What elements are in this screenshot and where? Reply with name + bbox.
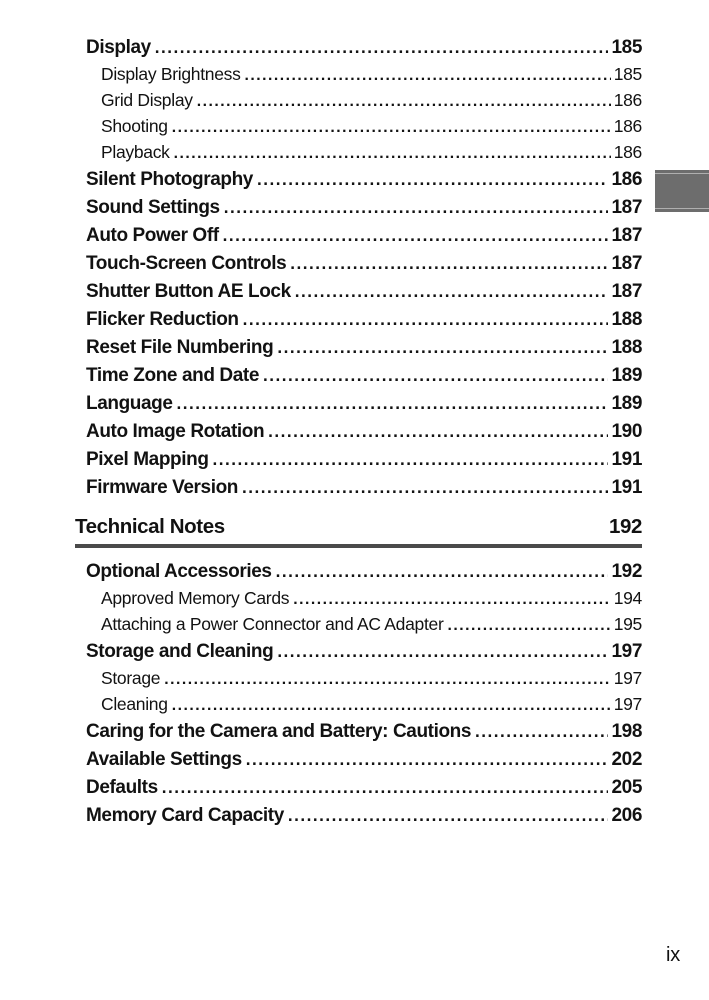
toc-leader-dots	[295, 278, 609, 306]
toc-entry[interactable]	[86, 390, 642, 418]
toc-leader-dots	[243, 306, 609, 334]
toc-entry-label: Storage	[101, 668, 161, 688]
toc-page-number: 187	[611, 253, 642, 274]
toc-page-number: 185	[613, 64, 642, 84]
toc-page-number: 189	[611, 393, 642, 414]
toc-leader-dots	[224, 194, 609, 222]
toc-page-number: 190	[611, 421, 642, 442]
toc-leader-dots	[172, 114, 611, 140]
toc-entry-label: Reset File Numbering	[86, 337, 274, 358]
toc-entry[interactable]	[86, 774, 642, 802]
toc-leader-dots	[277, 334, 608, 362]
toc-page-number: 195	[613, 614, 642, 634]
toc-page-number: 188	[611, 309, 642, 330]
toc-leader-dots	[263, 362, 608, 390]
toc-leader-dots	[293, 586, 610, 612]
toc-page-number: 185	[611, 37, 642, 58]
toc-entry[interactable]	[86, 250, 642, 278]
toc-leader-dots	[155, 34, 609, 62]
toc-page-number: 188	[611, 337, 642, 358]
toc-entry[interactable]	[86, 194, 642, 222]
toc-entry-label: Available Settings	[86, 749, 242, 770]
toc-entry[interactable]	[86, 140, 642, 166]
toc-leader-dots	[197, 88, 611, 114]
toc-entry-label: Approved Memory Cards	[101, 588, 290, 608]
toc-page-number: 187	[611, 225, 642, 246]
toc-leader-dots	[276, 558, 609, 586]
toc-entry-label: Storage and Cleaning	[86, 641, 274, 662]
toc-entry-label: Caring for the Camera and Battery: Cautions	[86, 721, 472, 742]
toc-leader-dots	[257, 166, 609, 194]
toc-leader-dots	[164, 666, 610, 692]
toc-entry-label: Auto Power Off	[86, 225, 219, 246]
toc-entry-label: Optional Accessories	[86, 561, 272, 582]
toc-entry[interactable]	[86, 638, 642, 666]
toc-entry-label: Shutter Button AE Lock	[86, 281, 291, 302]
toc-entry-label: Grid Display	[101, 90, 193, 110]
toc-entry[interactable]	[86, 692, 642, 718]
footer-page-number: ix	[665, 944, 680, 966]
toc-page-number: 198	[611, 721, 642, 742]
toc-leader-dots	[290, 250, 608, 278]
toc-page-number: 192	[608, 515, 642, 538]
toc-leader-dots	[475, 718, 608, 746]
toc-entry[interactable]	[86, 612, 642, 638]
toc-entry-label: Firmware Version	[86, 477, 239, 498]
toc-entry-label: Language	[86, 393, 173, 414]
toc-entry-label: Display	[86, 37, 151, 58]
toc-page-number: 197	[613, 694, 642, 714]
toc-leader-dots	[246, 746, 609, 774]
toc-page-number: 186	[613, 90, 642, 110]
toc-entry-label: Time Zone and Date	[86, 365, 259, 386]
toc-entry[interactable]	[86, 334, 642, 362]
toc-entry[interactable]	[86, 474, 642, 502]
toc-page-number: 202	[611, 749, 642, 770]
toc-page-number: 205	[611, 777, 642, 798]
table-of-contents	[75, 34, 642, 830]
toc-page-number: 189	[611, 365, 642, 386]
toc-entry-label: Defaults	[86, 777, 158, 798]
toc-entry-label: Flicker Reduction	[86, 309, 239, 330]
toc-entry-label: Shooting	[101, 116, 168, 136]
toc-entry[interactable]	[86, 586, 642, 612]
toc-leader-dots	[162, 774, 609, 802]
toc-entry[interactable]	[86, 88, 642, 114]
toc-entry-label: Memory Card Capacity	[86, 805, 284, 826]
toc-page-number: 186	[611, 169, 642, 190]
toc-entry[interactable]	[86, 558, 642, 586]
toc-leader-dots	[288, 802, 609, 830]
toc-leader-dots	[448, 612, 611, 638]
toc-leader-dots	[277, 638, 608, 666]
toc-entry[interactable]	[86, 746, 642, 774]
toc-page-number: 186	[613, 116, 642, 136]
toc-entry[interactable]	[86, 306, 642, 334]
toc-leader-dots	[242, 474, 608, 502]
toc-page-number: 206	[611, 805, 642, 826]
toc-entry-label: Playback	[101, 142, 170, 162]
toc-entry[interactable]	[86, 362, 642, 390]
toc-page-number: 197	[613, 668, 642, 688]
toc-leader-dots	[174, 140, 611, 166]
toc-page-number: 191	[611, 477, 642, 498]
toc-page-number: 191	[611, 449, 642, 470]
toc-page-number: 192	[611, 561, 642, 582]
toc-entry-label: Auto Image Rotation	[86, 421, 265, 442]
toc-entry-label: Pixel Mapping	[86, 449, 209, 470]
toc-entry-label: Attaching a Power Connector and AC Adapter	[101, 614, 444, 634]
toc-entry-label: Cleaning	[101, 694, 168, 714]
toc-entry[interactable]	[86, 222, 642, 250]
toc-leader-dots	[268, 418, 608, 446]
toc-leader-dots	[177, 390, 609, 418]
chapter-index-tab	[655, 170, 709, 212]
toc-entry[interactable]	[86, 666, 642, 692]
toc-entry[interactable]	[86, 166, 642, 194]
toc-entry[interactable]	[86, 62, 642, 88]
toc-page-number: 194	[613, 588, 642, 608]
toc-entry-label: Touch-Screen Controls	[86, 253, 287, 274]
toc-entry[interactable]	[86, 34, 642, 62]
toc-entry[interactable]	[86, 418, 642, 446]
toc-entry[interactable]	[86, 278, 642, 306]
toc-leader-dots	[245, 62, 611, 88]
toc-entry-label: Sound Settings	[86, 197, 220, 218]
toc-page-number: 187	[611, 197, 642, 218]
toc-chapter-heading[interactable]	[75, 514, 642, 548]
toc-entry[interactable]	[86, 114, 642, 140]
toc-leader-dots	[172, 692, 611, 718]
toc-entry-label: Silent Photography	[86, 169, 253, 190]
toc-leader-dots	[223, 222, 609, 250]
toc-leader-dots	[213, 446, 609, 474]
toc-entry-label: Technical Notes	[75, 515, 225, 538]
toc-entry[interactable]	[86, 802, 642, 830]
toc-entry[interactable]	[86, 718, 642, 746]
toc-page-number: 187	[611, 281, 642, 302]
toc-entry[interactable]	[86, 446, 642, 474]
toc-entry-label: Display Brightness	[101, 64, 241, 84]
toc-page-number: 186	[613, 142, 642, 162]
toc-page-number: 197	[611, 641, 642, 662]
